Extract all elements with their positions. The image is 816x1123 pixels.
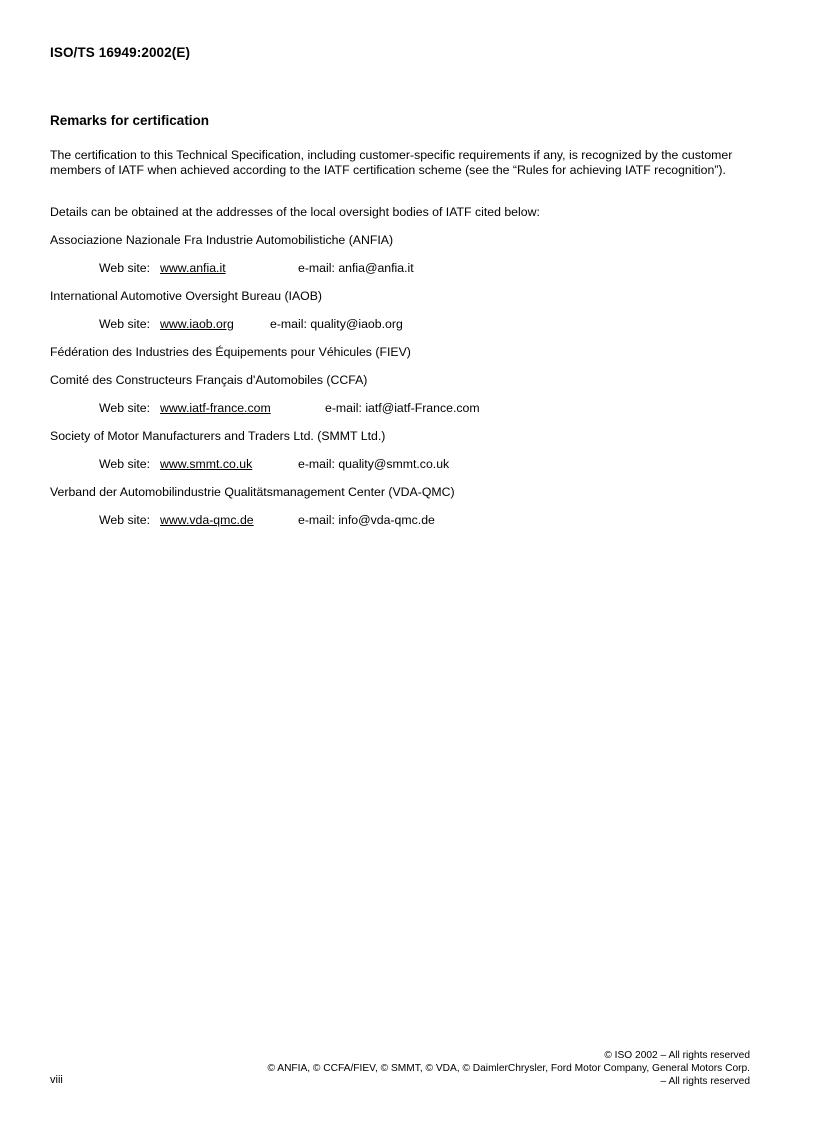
details-paragraph: Details can be obtained at the addresses of the local oversight bodies of IATF cited below: <box>50 205 540 219</box>
email-iaob: e-mail: quality@iaob.org <box>270 317 403 331</box>
web-site-label: Web site: <box>99 401 151 415</box>
web-link-vda-qmc[interactable]: www.vda-qmc.de <box>160 513 254 527</box>
org-name-fiev: Fédération des Industries des Équipements pour Véhicules (FIEV) <box>50 345 411 359</box>
org-name-anfia: Associazione Nazionale Fra Industrie Automobilistiche (ANFIA) <box>50 233 394 247</box>
web-site-label: Web site: <box>99 317 151 331</box>
section-title: Remarks for certification <box>50 113 210 128</box>
document-header: ISO/TS 16949:2002(E) <box>50 45 191 60</box>
org-name-smmt: Society of Motor Manufacturers and Traders Ltd. (SMMT Ltd.) <box>50 429 386 443</box>
email-anfia: e-mail: anfia@anfia.it <box>298 261 414 275</box>
web-site-label: Web site: <box>99 261 151 275</box>
web-link-anfia[interactable]: www.anfia.it <box>160 261 226 275</box>
web-link-smmt[interactable]: www.smmt.co.uk <box>160 457 253 471</box>
org-name-ccfa: Comité des Constructeurs Français d'Automobiles (CCFA) <box>50 373 368 387</box>
web-link-iaob[interactable]: www.iaob.org <box>160 317 234 331</box>
web-site-label: Web site: <box>99 457 151 471</box>
email-ccfa: e-mail: iatf@iatf-France.com <box>325 401 480 415</box>
page-number: viii <box>50 1074 63 1086</box>
org-name-iaob: International Automotive Oversight Bureau (IAOB) <box>50 289 323 303</box>
footer-copyright-iso: © ISO 2002 – All rights reserved <box>604 1050 750 1061</box>
footer-copyright-owners: © ANFIA, © CCFA/FIEV, © SMMT, © VDA, © DaimlerChrysler, Ford Motor Company, General Motors Corp. <box>267 1063 750 1074</box>
footer-rights-reserved: – All rights reserved <box>660 1076 750 1087</box>
email-vda-qmc: e-mail: info@vda-qmc.de <box>298 513 435 527</box>
intro-paragraph: The certification to this Technical Specification, including customer-specific requirements if any, is recognized by the customer members of IATF when achieved according to the IATF certification scheme (see the “Rules for achieving IATF recognition”). <box>50 148 733 177</box>
email-smmt: e-mail: quality@smmt.co.uk <box>298 457 450 471</box>
org-name-vda-qmc: Verband der Automobilindustrie Qualitätsmanagement Center (VDA-QMC) <box>50 485 455 499</box>
web-site-label: Web site: <box>99 513 151 527</box>
web-link-ccfa[interactable]: www.iatf-france.com <box>160 401 271 415</box>
